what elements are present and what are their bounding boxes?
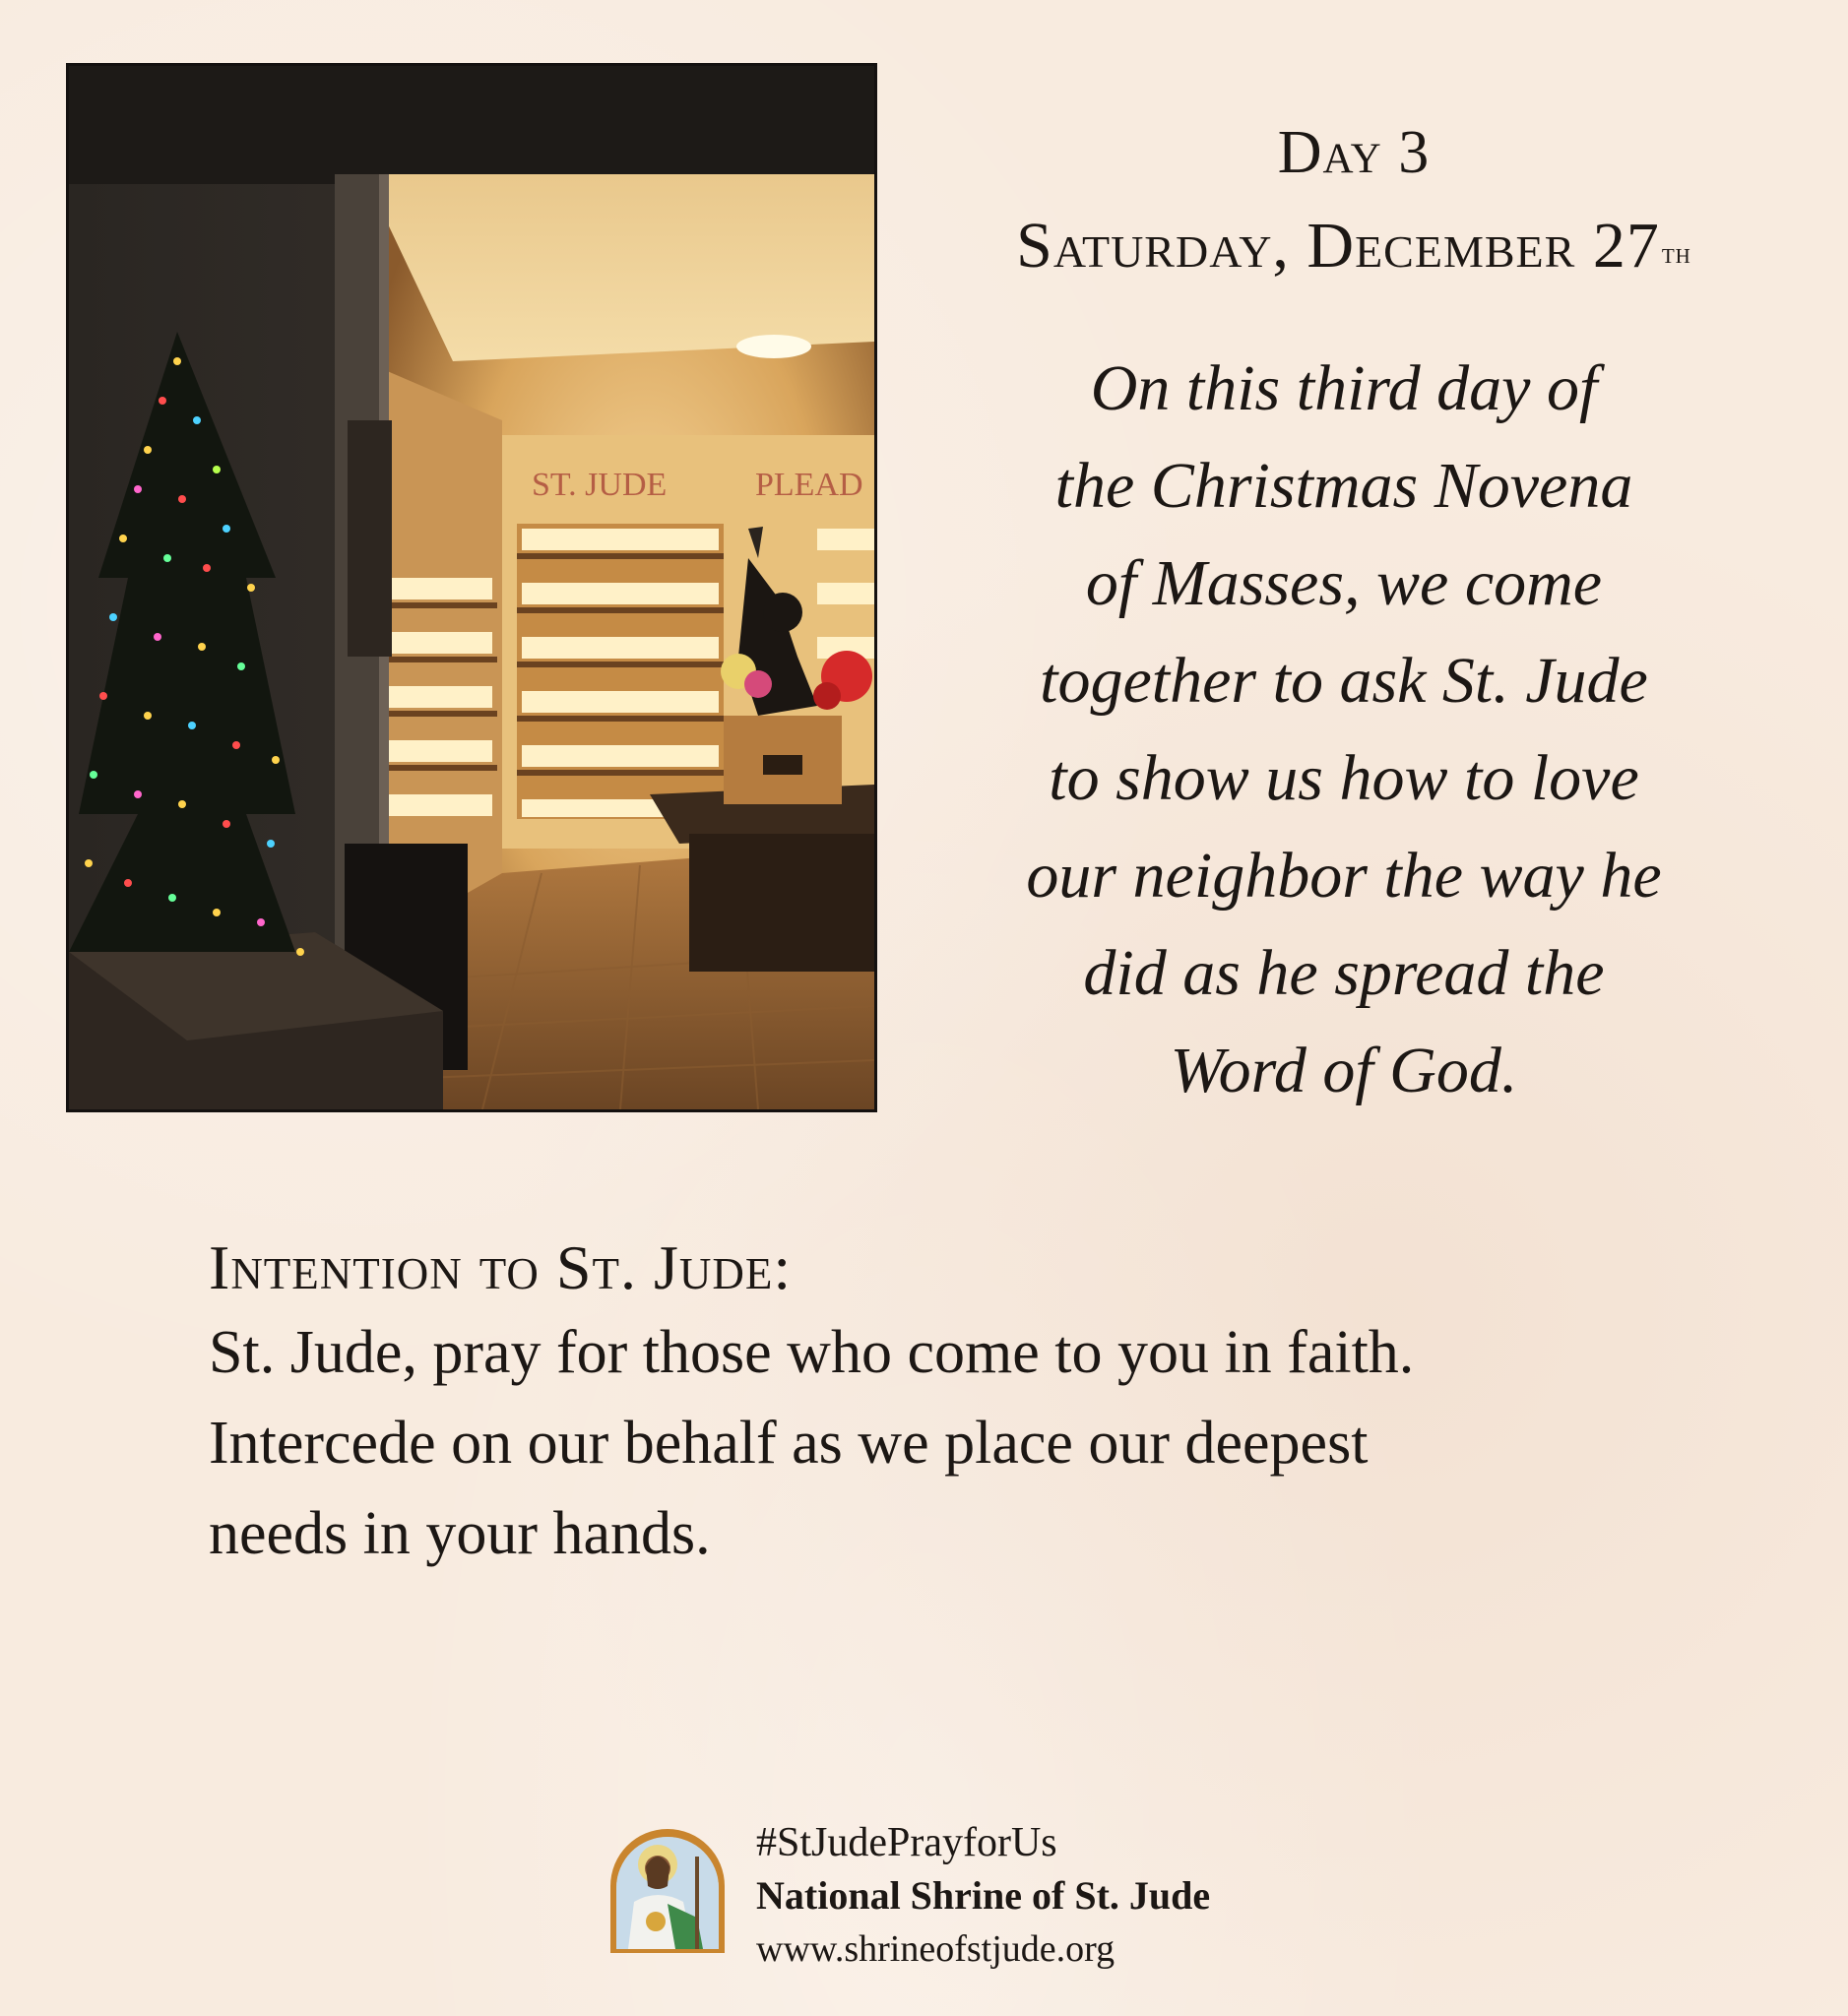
day-heading: Day 3 (1277, 119, 1431, 186)
intention-title: Intention to St. Jude: (209, 1232, 793, 1302)
intention-line: Intercede on our behalf as we place our deepest (209, 1410, 1369, 1477)
shrine-chapel-photo (66, 63, 877, 1112)
intention-line: St. Jude, pray for those who come to you in faith. (209, 1319, 1415, 1386)
reflection-line: together to ask St. Jude (1040, 645, 1648, 717)
website-link[interactable]: www.shrineofstjude.org (756, 1928, 1115, 1970)
chapel-sign-left: ST. JUDE (532, 467, 668, 503)
intention-prayer (209, 1307, 1686, 1579)
reflection-line: our neighbor the way he (1026, 840, 1662, 912)
reflection-line: did as he spread the (1083, 937, 1605, 1009)
chapel-sign-right: PLEAD (755, 467, 863, 503)
reflection-text (950, 340, 1738, 1119)
reflection-line: to show us how to love (1049, 742, 1639, 814)
reflection-line: the Christmas Novena (1054, 450, 1633, 522)
date-heading (925, 207, 1782, 285)
intention-line: needs in your hands. (209, 1500, 711, 1567)
date-text: Saturday, December 27 (1016, 210, 1660, 282)
st-jude-logo-icon (606, 1827, 729, 1955)
footer-text (756, 1817, 1210, 1975)
hashtag: #StJudePrayforUs (756, 1820, 1057, 1865)
shrine-name: National Shrine of St. Jude (756, 1873, 1211, 1918)
reflection-line: On this third day of (1090, 352, 1598, 424)
footer (606, 1817, 1296, 1970)
reflection-line: Word of God. (1170, 1035, 1518, 1106)
reflection-line: of Masses, we come (1085, 547, 1603, 619)
date-suffix: th (1661, 237, 1691, 270)
intention-section (209, 1228, 1686, 1579)
